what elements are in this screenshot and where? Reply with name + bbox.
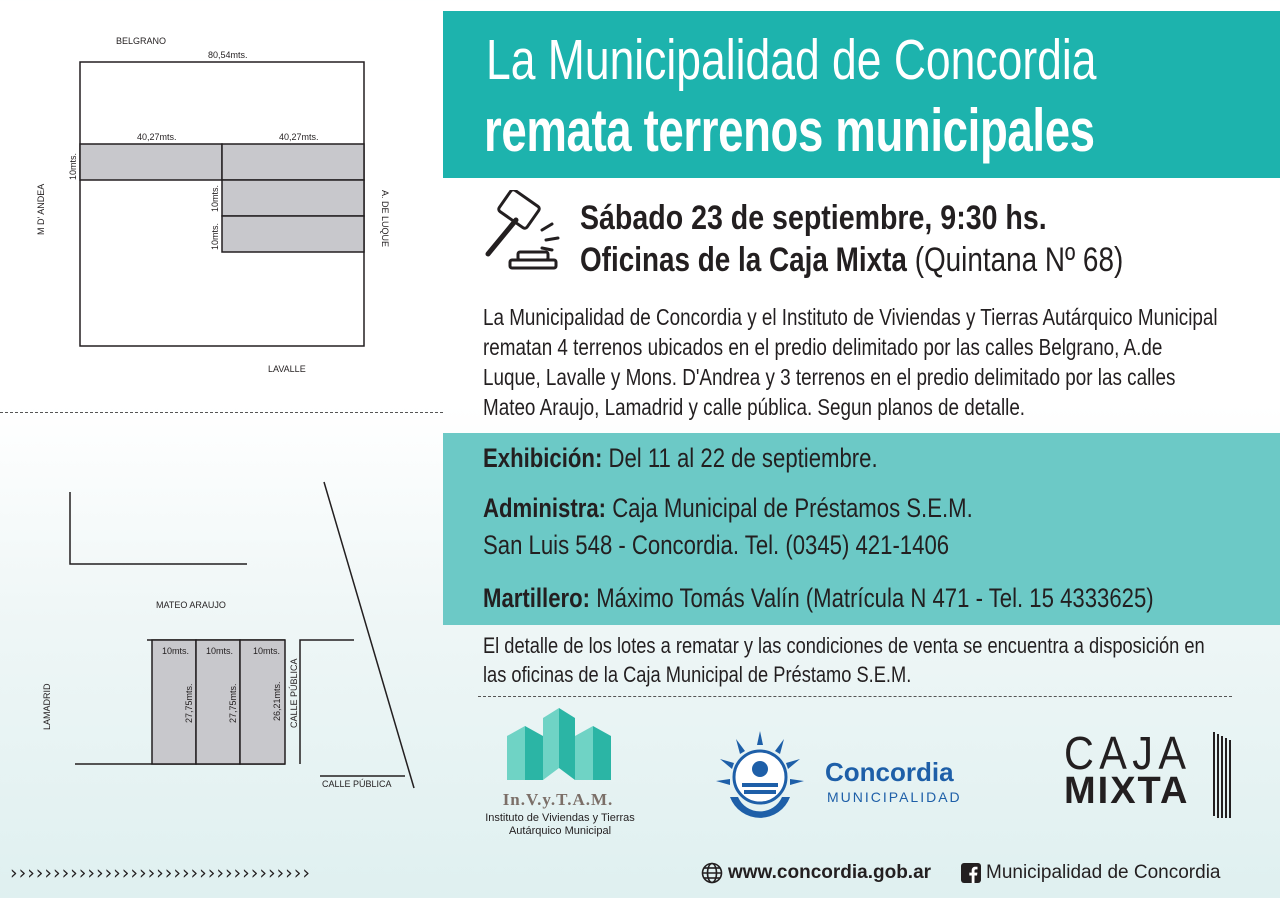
plan1-street-left: M D' ANDEA <box>36 183 46 235</box>
plan1-depth-a: 10mts. <box>68 152 78 180</box>
title-line-2: remata terrenos municipales <box>484 97 1095 164</box>
plan1-street-top: BELGRANO <box>116 36 167 46</box>
plan1-depth-b: 10mts. <box>210 184 220 212</box>
separator-right <box>478 696 1232 697</box>
plan2-front-2: 10mts. <box>206 646 234 656</box>
martillero-label: Martillero: <box>483 583 591 613</box>
plan1-street-right: A. DE LUQUE <box>380 190 390 248</box>
plan2-street-top: MATEO ARAUJO <box>156 600 226 610</box>
invytam-name: In.V.y.T.A.M. <box>502 790 614 809</box>
administra-address: San Luis 548 - Concordia. Tel. (0345) 421-1406 <box>483 530 950 560</box>
footer-website-link[interactable]: www.concordia.gob.ar <box>728 862 932 883</box>
plan1-width-right: 40,27mts. <box>279 132 319 142</box>
concordia-logo-name: Concordia <box>825 757 954 787</box>
martillero-row <box>483 581 1154 615</box>
concordia-emblem <box>712 727 808 823</box>
detail-paragraph: El detalle de los lotes a rematar y las condiciones de venta se encuentra a disposición en las oficinas de la Caja Municipal de Préstamo S.E.M. <box>483 633 1205 687</box>
event-place-name: Oficinas de la Caja Mixta <box>580 241 907 279</box>
caja-logo-line2: MIXTA <box>1064 770 1190 812</box>
plan2-diagonal-street <box>324 482 414 788</box>
caja-logo-stripes <box>1208 730 1232 820</box>
intro-paragraph: La Municipalidad de Concordia y el Instituto de Viviendas y Tierras Autárquico Municipal rematan 4 terrenos ubicados en el predio delimitado por las calles Belgrano, A.de Luque, Lavalle y Mons. D'Andrea y 3 terrenos en el predio delimitado por las calles Mateo Araujo, Lamadrid y calle pública. Segun planos de detalle. <box>483 304 1218 420</box>
plan2-street-bottom: CALLE PÚBLICA <box>322 779 392 789</box>
exhibicion-row <box>483 441 878 475</box>
plan2-street-left: LAMADRID <box>42 683 52 730</box>
invytam-subtitle-1: Instituto de Viviendas y Tierras <box>485 812 635 824</box>
facebook-icon <box>961 863 981 883</box>
plan2-depth-1: 27,75mts. <box>184 683 194 723</box>
title-line-1: La Municipalidad de Concordia <box>486 28 1097 92</box>
administra-label: Administra: <box>483 493 607 523</box>
caja-logo-line1: CAJA <box>1064 727 1192 779</box>
globe-icon <box>701 862 723 884</box>
event-date: Sábado 23 de septiembre, 9:30 hs. <box>580 199 1047 237</box>
plan2-front-3: 10mts. <box>253 646 281 656</box>
exhibicion-label: Exhibición: <box>483 443 603 473</box>
plan1-width-left: 40,27mts. <box>137 132 177 142</box>
plan2-front-1: 10mts. <box>162 646 190 656</box>
plan1-street-bottom: LAVALLE <box>268 364 306 374</box>
gavel-icon <box>480 190 572 282</box>
footer-facebook-link[interactable]: Municipalidad de Concordia <box>986 862 1221 883</box>
invytam-subtitle-2: Autárquico Municipal <box>508 825 612 837</box>
administra-value: Caja Municipal de Préstamos S.E.M. <box>612 493 973 523</box>
plan1-width-total: 80,54mts. <box>208 50 248 60</box>
plan2-corner-block <box>70 492 247 564</box>
footer-arrows: ››››››››››››››››››››››››››››››››››› <box>10 862 311 884</box>
event-place <box>580 240 1123 280</box>
plan-mateo-araujo <box>0 0 445 898</box>
martillero-value: Máximo Tomás Valín (Matrícula N 471 - Tel. 15 4333625) <box>596 583 1154 613</box>
plan1-depth-c: 10mts. <box>210 222 220 250</box>
exhibicion-value: Del 11 al 22 de septiembre. <box>608 443 878 473</box>
plan2-depth-3: 26,21mts. <box>272 681 282 721</box>
concordia-logo-subtitle: MUNICIPALIDAD <box>827 789 962 805</box>
administra-row <box>483 491 973 525</box>
plan2-depth-2: 27,75mts. <box>228 683 238 723</box>
event-place-address: (Quintana Nº 68) <box>914 241 1124 279</box>
invytam-logo <box>505 708 613 784</box>
plan2-street-right: CALLE PÚBLICA <box>289 658 299 728</box>
